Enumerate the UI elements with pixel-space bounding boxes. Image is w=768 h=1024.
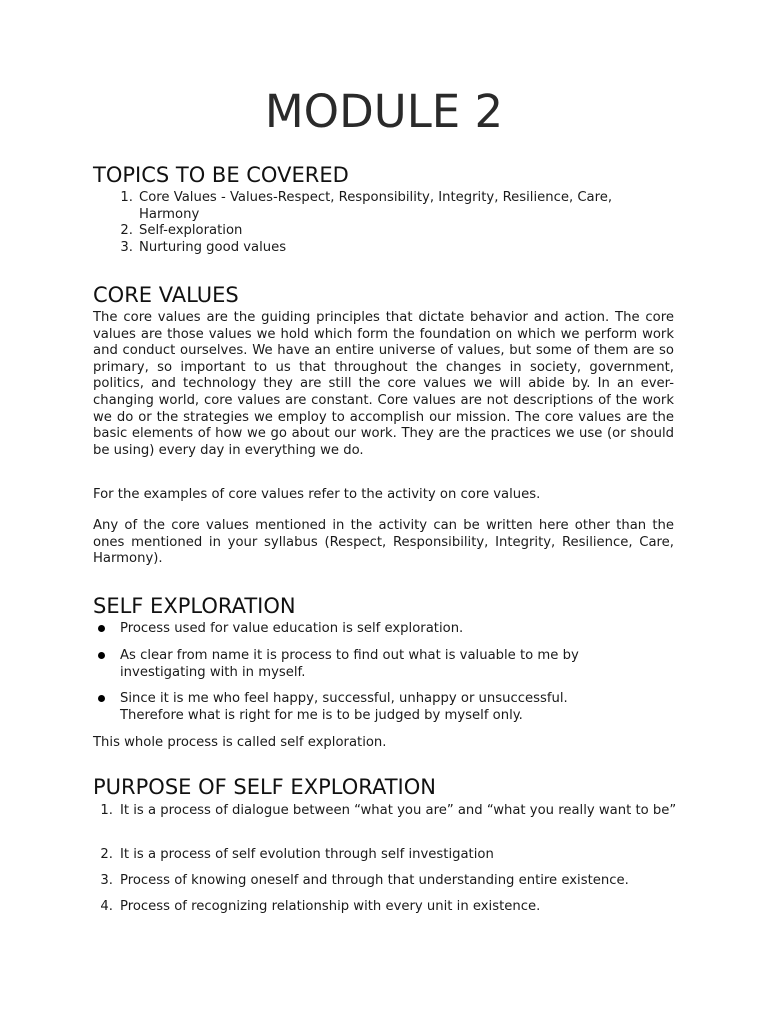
purpose-item: It is a process of dialogue between “what you are” and “what you really want to be” [120, 803, 677, 818]
topics-item: Self-exploration [139, 223, 243, 238]
topics-item-number: 2. [120, 223, 133, 238]
purpose-item: Process of recognizing relationship with every unit in existence. [120, 899, 541, 914]
core-values-paragraph: The core values are the guiding principles that dictate behavior and action. The core values are those values we hold which form the foundation on which we perform work and conduct ourselves. We have an entire universe of values, but some of them are so primary, so important to us that throughout the changes in society, government, politics, and technology they are still the core values we will abide by. In an ever-changing world, core values are constant. Core values are not descriptions of the work we do or the strategies we employ to accomplish our mission. The core values are the basic elements of how we go about our work. They are the practices we use (or should be using) every day in everything we do. [93, 310, 674, 458]
self-exploration-bullet: Since it is me who feel happy, successful, unhappy or unsuccessful. Therefore what is right for me is to be judged by myself only. [120, 691, 568, 723]
self-exploration-bullet: As clear from name it is process to find out what is valuable to me by investigating with in myself. [120, 648, 579, 680]
topics-item-number: 3. [120, 240, 133, 255]
bullet-icon [98, 652, 105, 659]
purpose-item: It is a process of self evolution through self investigation [120, 847, 494, 862]
purpose-item-number: 4. [100, 899, 113, 914]
purpose-heading: PURPOSE OF SELF EXPLORATION [93, 775, 436, 799]
purpose-item-number: 2. [100, 847, 113, 862]
topics-item-number: 1. [120, 190, 133, 205]
core-values-paragraph: For the examples of core values refer to the activity on core values. [93, 487, 541, 502]
core-values-paragraph: Any of the core values mentioned in the activity can be written here other than the ones mentioned in your syllabus (Respect, Responsibility, Integrity, Resilience, Care, Harmony). [93, 518, 674, 567]
topics-heading: TOPICS TO BE COVERED [93, 163, 349, 187]
purpose-item-number: 3. [100, 873, 113, 888]
self-exploration-bullet: Process used for value education is self exploration. [120, 621, 464, 636]
topics-item: Nurturing good values [139, 240, 287, 255]
document-title: MODULE 2 [264, 85, 504, 138]
bullet-icon [98, 695, 105, 702]
core-values-heading: CORE VALUES [93, 283, 239, 307]
self-exploration-closing: This whole process is called self exploration. [93, 735, 387, 750]
topics-item: Core Values - Values-Respect, Responsibility, Integrity, Resilience, Care, Harmony [139, 190, 613, 222]
bullet-icon [98, 625, 105, 632]
purpose-item: Process of knowing oneself and through that understanding entire existence. [120, 873, 629, 888]
self-exploration-heading: SELF EXPLORATION [93, 594, 296, 618]
purpose-item-number: 1. [100, 803, 113, 818]
